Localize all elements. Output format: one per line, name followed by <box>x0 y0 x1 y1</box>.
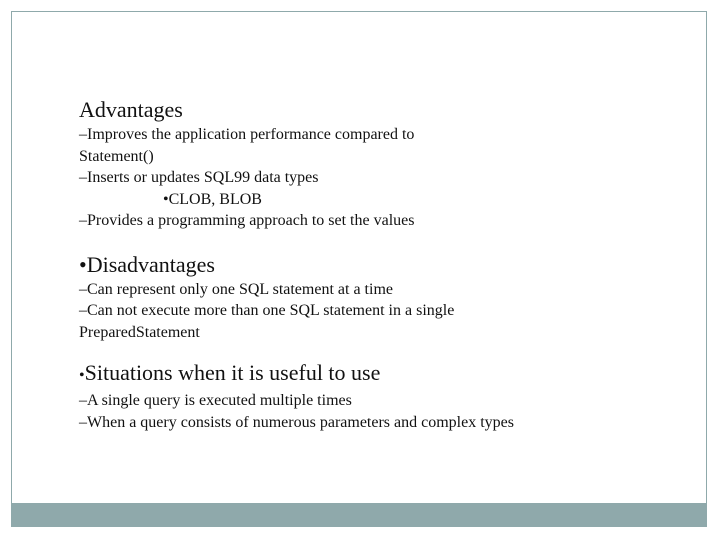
section-gap <box>79 232 699 251</box>
advantages-item-1: –Improves the application performance compared to <box>79 126 415 143</box>
slide-content <box>79 96 699 433</box>
advantages-heading: Advantages <box>79 97 183 122</box>
disadvantages-item-1: –Can represent only one SQL statement at a time <box>79 280 393 298</box>
disadvantages-item-2: –Can not execute more than one SQL statement in a single <box>79 302 455 319</box>
section-gap <box>79 343 699 359</box>
advantages-item-2: –Inserts or updates SQL99 data types <box>79 169 319 186</box>
advantages-item-1-cont: Statement() <box>79 147 154 165</box>
situations-heading-text: Situations when it is useful to use <box>84 360 381 385</box>
disadvantages-item-2-cont: PreparedStatement <box>79 323 200 341</box>
situations-bullet: • <box>79 367 85 384</box>
footer-bar <box>11 503 707 527</box>
situations-item-2: –When a query consists of numerous parameters and complex types <box>79 413 514 431</box>
situations-heading <box>79 359 699 390</box>
advantages-subitem-clob-blob: •CLOB, BLOB <box>163 190 262 208</box>
disadvantages-heading: •Disadvantages <box>79 251 215 277</box>
situations-item-1: –A single query is executed multiple times <box>79 392 352 409</box>
advantages-item-3: –Provides a programming approach to set the values <box>79 212 415 229</box>
